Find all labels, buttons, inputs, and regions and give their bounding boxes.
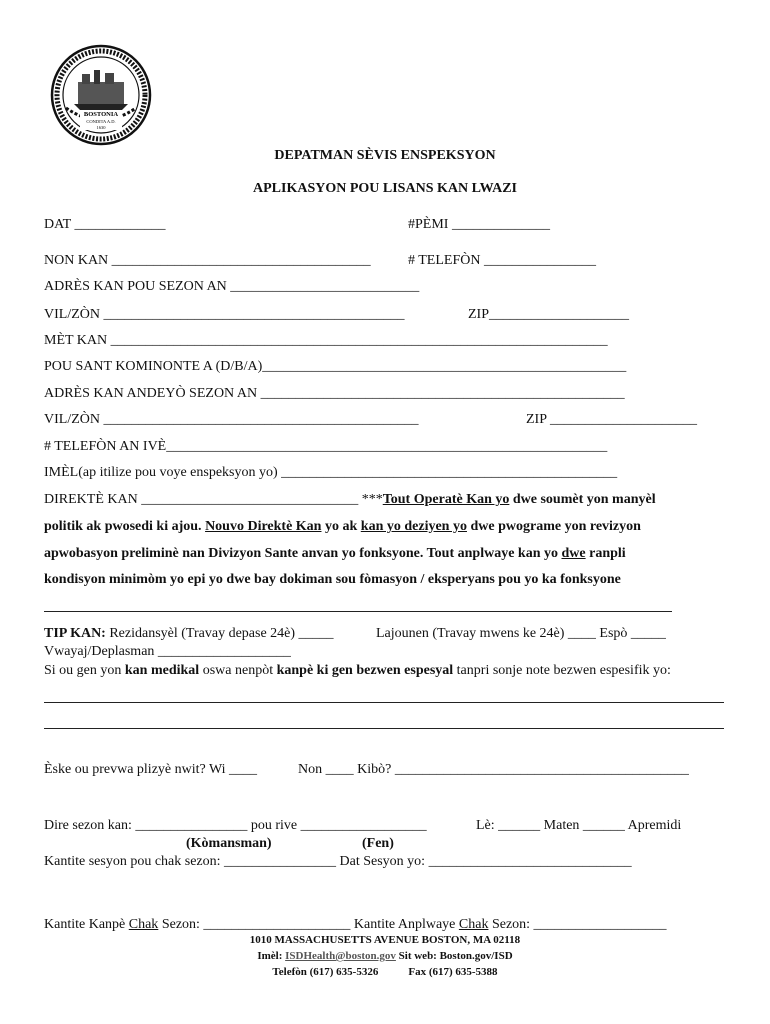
policy-line-4: kondisyon minimòm yo epi yo dwe bay dokiman sou fòmasyon / eksperyans pou yo ka fonksyone — [44, 572, 621, 587]
seal-text-mid: CONDITA A.D. — [86, 119, 116, 124]
dwe-soumet-text: dwe soumèt yon manyèl — [509, 492, 656, 507]
telefon-field[interactable]: # TELEFÒN ________________ — [408, 253, 596, 268]
policy-line-3: apwobasyon preliminè nan Divizyon Sante anvan yo fonksyone. Tout anplwaye kan yo dwe ranpli — [44, 546, 626, 561]
nouvo-direkte-text: Nouvo Direktè Kan — [205, 519, 322, 534]
tout-operate-text: Tout Operatè Kan yo — [382, 492, 510, 507]
telefon-number: Telefòn (617) 635-5326 — [272, 966, 379, 978]
komansman-label: (Kòmansman) — [186, 836, 272, 851]
policy-line-2: politik ak pwosedi ki ajou. Nouvo Direktè Kan yo ak kan yo deziyen yo dwe pwograme yon revizyon — [44, 519, 641, 534]
adres-andeyo-field[interactable]: ADRÈS KAN ANDEYÒ SEZON AN ____________________________________________________ — [44, 386, 625, 401]
vwayaj-option[interactable]: Vwayaj/Deplasman ___________________ — [44, 644, 291, 659]
form-title: APLIKASYON POU LISANS KAN LWAZI — [253, 181, 517, 196]
medical-answer-line-1[interactable] — [44, 702, 724, 703]
footer-phone — [0, 966, 770, 978]
dwe-text: dwe — [561, 546, 586, 561]
city-of-boston-seal-icon — [50, 44, 152, 146]
footer-address: 1010 MASSACHUSETTS AVENUE BOSTON, MA 02118 — [249, 934, 521, 946]
le-field[interactable]: Lè: ______ Maten ______ Apremidi — [476, 818, 682, 833]
kantite-sesyon-field[interactable]: Kantite sesyon pou chak sezon: ________________ Dat Sesyon yo: _____________________________ — [44, 854, 632, 869]
pemi-field[interactable]: #PÈMI ______________ — [408, 217, 550, 232]
adres-sezon-field[interactable]: ADRÈS KAN POU SEZON AN ___________________________ — [44, 279, 420, 294]
telefon-ive-field[interactable]: # TELEFÒN AN IVÈ_______________________________________________________________ — [44, 439, 608, 454]
kan-deziyen-text: kan yo deziyen yo — [360, 519, 467, 534]
email-link[interactable]: ISDHealth@boston.gov — [285, 950, 396, 962]
pou-sant-field[interactable]: POU SANT KOMINONTE A (D/B/A)____________________________________________________ — [44, 359, 627, 374]
department-heading: DEPATMAN SÈVIS ENSPEKSYON — [274, 148, 496, 163]
met-kan-field[interactable]: MÈT KAN _______________________________________________________________________ — [44, 333, 608, 348]
seal-text-top: BOSTONIA — [83, 111, 119, 118]
kanpe-bezwen-text: kanpè ki gen bezwen espesyal — [276, 663, 454, 678]
kan-medikal-text: kan medikal — [124, 663, 200, 678]
vil-zon-field-1[interactable]: VIL/ZÒN ___________________________________________ — [44, 307, 405, 322]
tip-kan-line — [44, 625, 334, 643]
direkte-kan-line — [44, 491, 656, 509]
dat-field[interactable]: DAT _____________ — [44, 217, 166, 232]
non-kan-field[interactable]: NON KAN _____________________________________ — [44, 253, 371, 268]
zip-field-1[interactable]: ZIP____________________ — [468, 307, 629, 322]
fen-label: (Fen) — [362, 836, 394, 851]
zip-field-2[interactable]: ZIP _____________________ — [526, 412, 697, 427]
tip-kan-label: TIP KAN: — [44, 626, 106, 641]
footer-contact: Imèl: ISDHealth@boston.gov Sit web: Boston.gov/ISD — [257, 950, 513, 962]
medical-note: Si ou gen yon kan medikal oswa nenpòt kanpè ki gen bezwen espesyal tanpri sonje note bezwen espesifik yo: — [44, 663, 671, 678]
lajounen-option[interactable]: Lajounen (Travay mwens ke 24è) ____ Espò _____ — [376, 626, 666, 641]
imel-field[interactable]: IMÈL(ap itilize pou voye enspeksyon yo) ________________________________________________ — [44, 465, 618, 480]
plize-nwit-question[interactable]: Èske ou prevwa plizyè nwit? Wi ____ — [44, 762, 258, 777]
direkte-kan-field[interactable]: DIREKTÈ KAN _______________________________ *** — [44, 492, 383, 507]
plize-nwit-non-kibo[interactable]: Non ____ Kibò? __________________________________________ — [298, 762, 689, 777]
policy-rule — [44, 611, 672, 612]
seal-text-year: 1630 — [96, 125, 106, 130]
counts-line[interactable]: Kantite Kanpè Chak Sezon: _____________________ Kantite Anplwaye Chak Sezon: ___________________ — [44, 917, 667, 932]
vil-zon-field-2[interactable]: VIL/ZÒN _____________________________________________ — [44, 412, 419, 427]
fax-number: Fax (617) 635-5388 — [408, 966, 498, 978]
medical-answer-line-2[interactable] — [44, 728, 724, 729]
dire-sezon-field[interactable]: Dire sezon kan: ________________ pou rive __________________ — [44, 818, 427, 833]
rezidansyel-option[interactable]: Rezidansyèl (Travay depase 24è) _____ — [105, 626, 334, 641]
